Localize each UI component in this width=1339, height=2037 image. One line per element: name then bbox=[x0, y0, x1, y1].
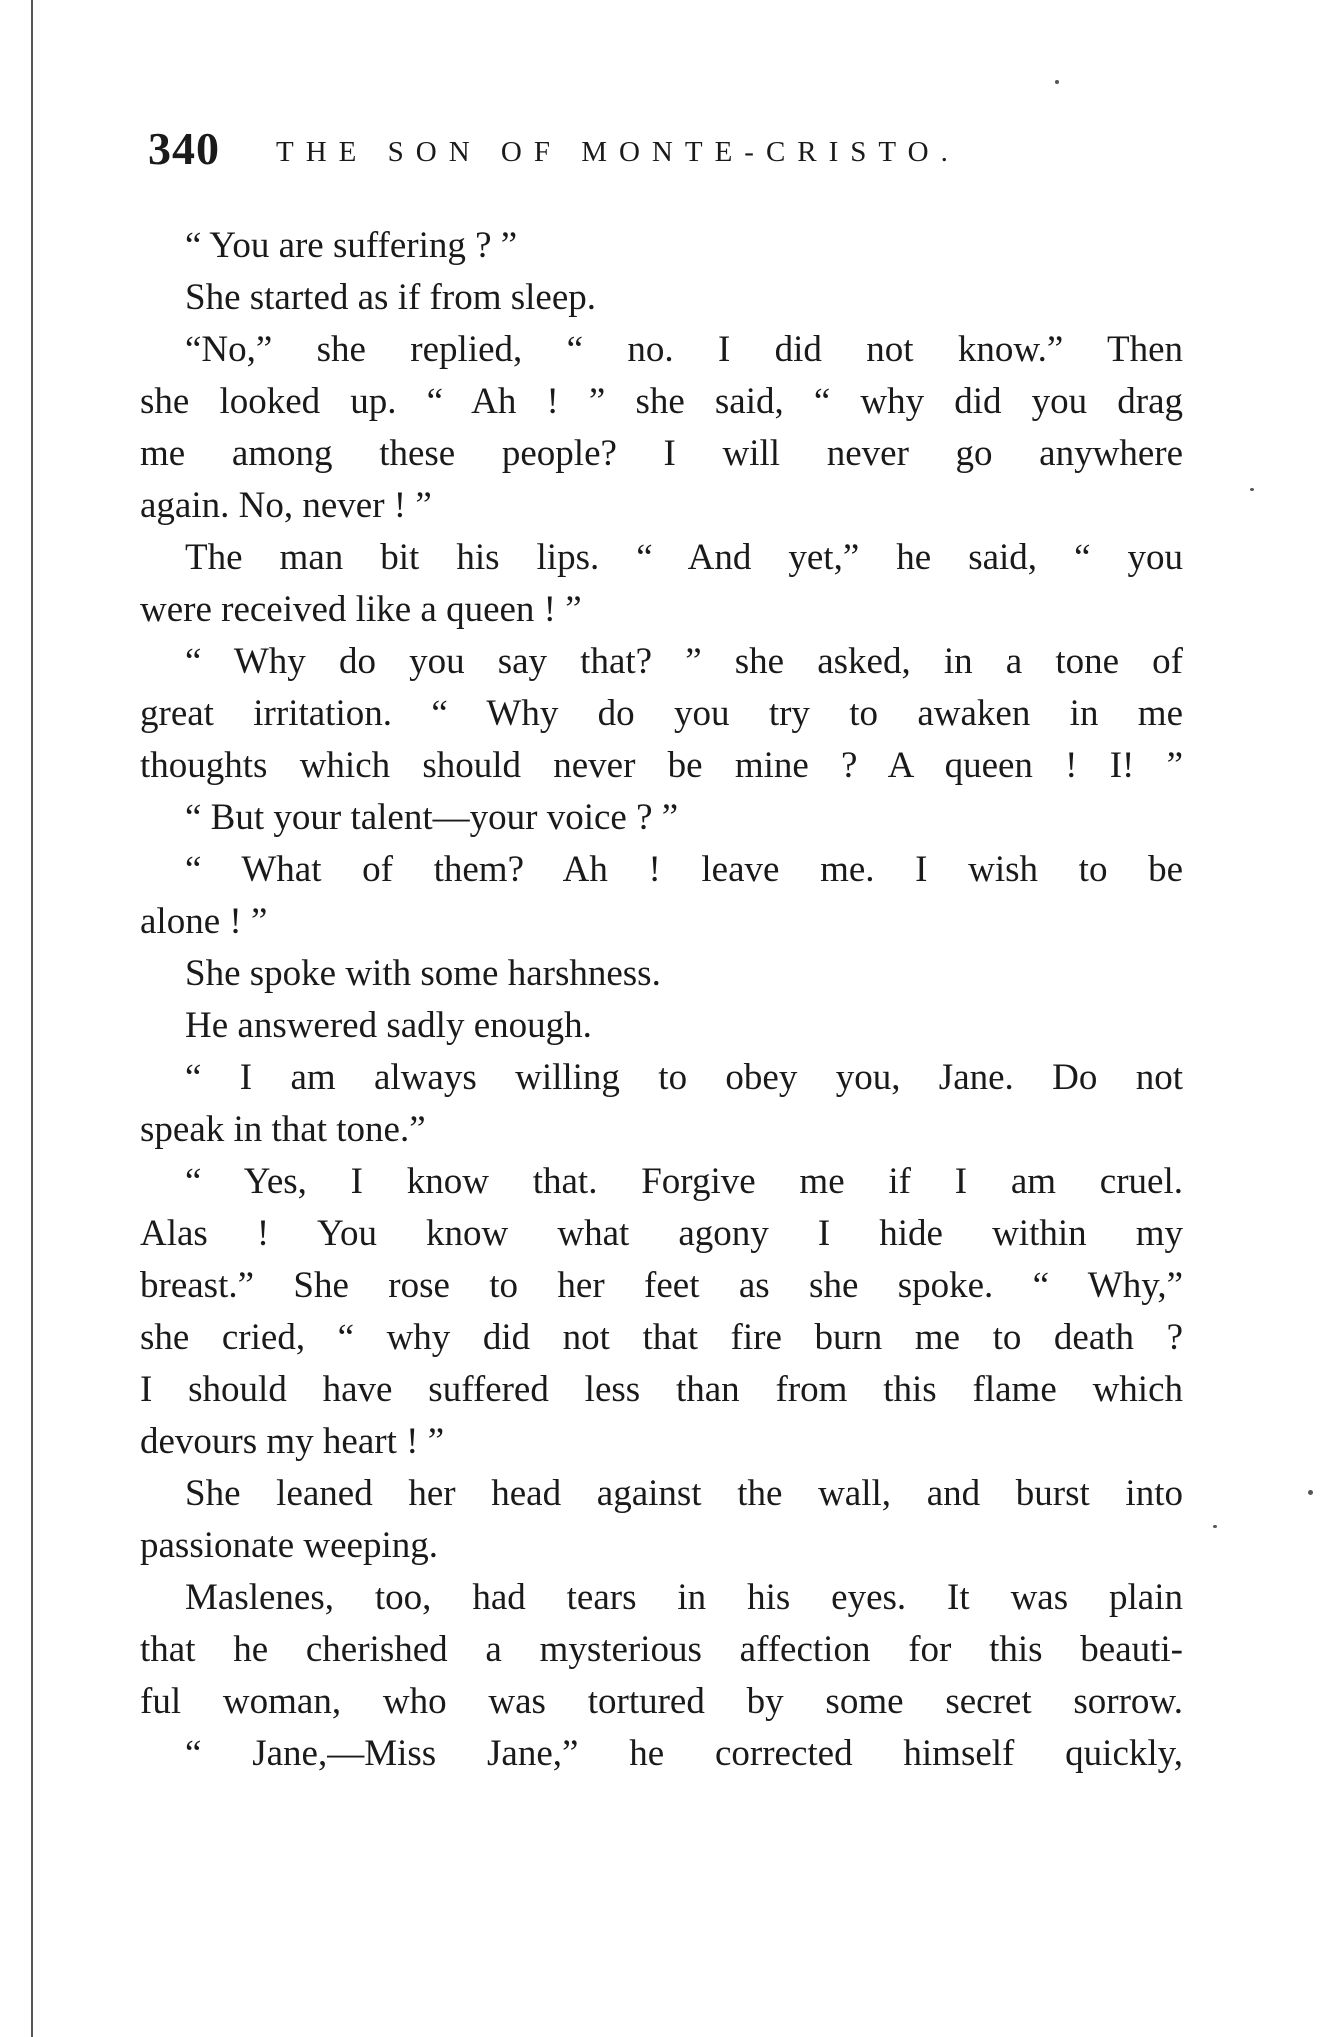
page-gutter-line bbox=[31, 0, 33, 2037]
text-line: I should have suffered less than from this flame which bbox=[140, 1369, 1183, 1410]
text-line: Alas ! You know what agony I hide within my bbox=[140, 1213, 1183, 1254]
text-line: “ Jane,—Miss Jane,” he corrected himself quickly, bbox=[185, 1733, 1183, 1774]
scan-speck bbox=[1055, 80, 1059, 84]
text-line: Maslenes, too, had tears in his eyes. It was plain bbox=[185, 1577, 1183, 1618]
text-line: were received like a queen ! ” bbox=[140, 589, 582, 630]
body-text bbox=[140, 220, 1183, 1780]
running-title: THE SON OF MONTE-CRISTO. bbox=[276, 136, 960, 168]
text-line: devours my heart ! ” bbox=[140, 1421, 445, 1462]
text-line: She started as if from sleep. bbox=[185, 277, 596, 318]
text-line: alone ! ” bbox=[140, 901, 268, 942]
text-line: thoughts which should never be mine ? A queen ! I! ” bbox=[140, 745, 1183, 786]
text-line: “ I am always willing to obey you, Jane. Do not bbox=[185, 1057, 1183, 1098]
text-line: again. No, never ! ” bbox=[140, 485, 432, 526]
text-line: The man bit his lips. “ And yet,” he said, “ you bbox=[185, 537, 1183, 578]
text-line: She spoke with some harshness. bbox=[185, 953, 661, 994]
text-line: passionate weeping. bbox=[140, 1525, 438, 1566]
text-line: that he cherished a mysterious affection for this beauti- bbox=[140, 1629, 1183, 1670]
text-line: “ What of them? Ah ! leave me. I wish to be bbox=[185, 849, 1183, 890]
text-line: breast.” She rose to her feet as she spoke. “ Why,” bbox=[140, 1265, 1183, 1306]
running-head bbox=[148, 122, 1188, 182]
scan-speck bbox=[1213, 1525, 1217, 1528]
scan-speck bbox=[1308, 1490, 1313, 1495]
text-line: “ But your talent—your voice ? ” bbox=[185, 797, 679, 838]
text-line: great irritation. “ Why do you try to awaken in me bbox=[140, 693, 1183, 734]
text-line: “ Why do you say that? ” she asked, in a tone of bbox=[185, 641, 1183, 682]
scan-speck bbox=[1250, 488, 1254, 491]
text-line: she cried, “ why did not that fire burn me to death ? bbox=[140, 1317, 1183, 1358]
text-line: ful woman, who was tortured by some secret sorrow. bbox=[140, 1681, 1183, 1722]
text-line: “ You are suffering ? ” bbox=[185, 225, 518, 266]
text-line: speak in that tone.” bbox=[140, 1109, 426, 1150]
text-line: She leaned her head against the wall, and burst into bbox=[185, 1473, 1183, 1514]
text-line: she looked up. “ Ah ! ” she said, “ why did you drag bbox=[140, 381, 1183, 422]
text-line: “ Yes, I know that. Forgive me if I am cruel. bbox=[185, 1161, 1183, 1202]
text-line: “No,” she replied, “ no. I did not know.” Then bbox=[185, 329, 1183, 370]
page-number: 340 bbox=[148, 123, 220, 174]
text-line: me among these people? I will never go anywhere bbox=[140, 433, 1183, 474]
text-line: He answered sadly enough. bbox=[185, 1005, 592, 1046]
